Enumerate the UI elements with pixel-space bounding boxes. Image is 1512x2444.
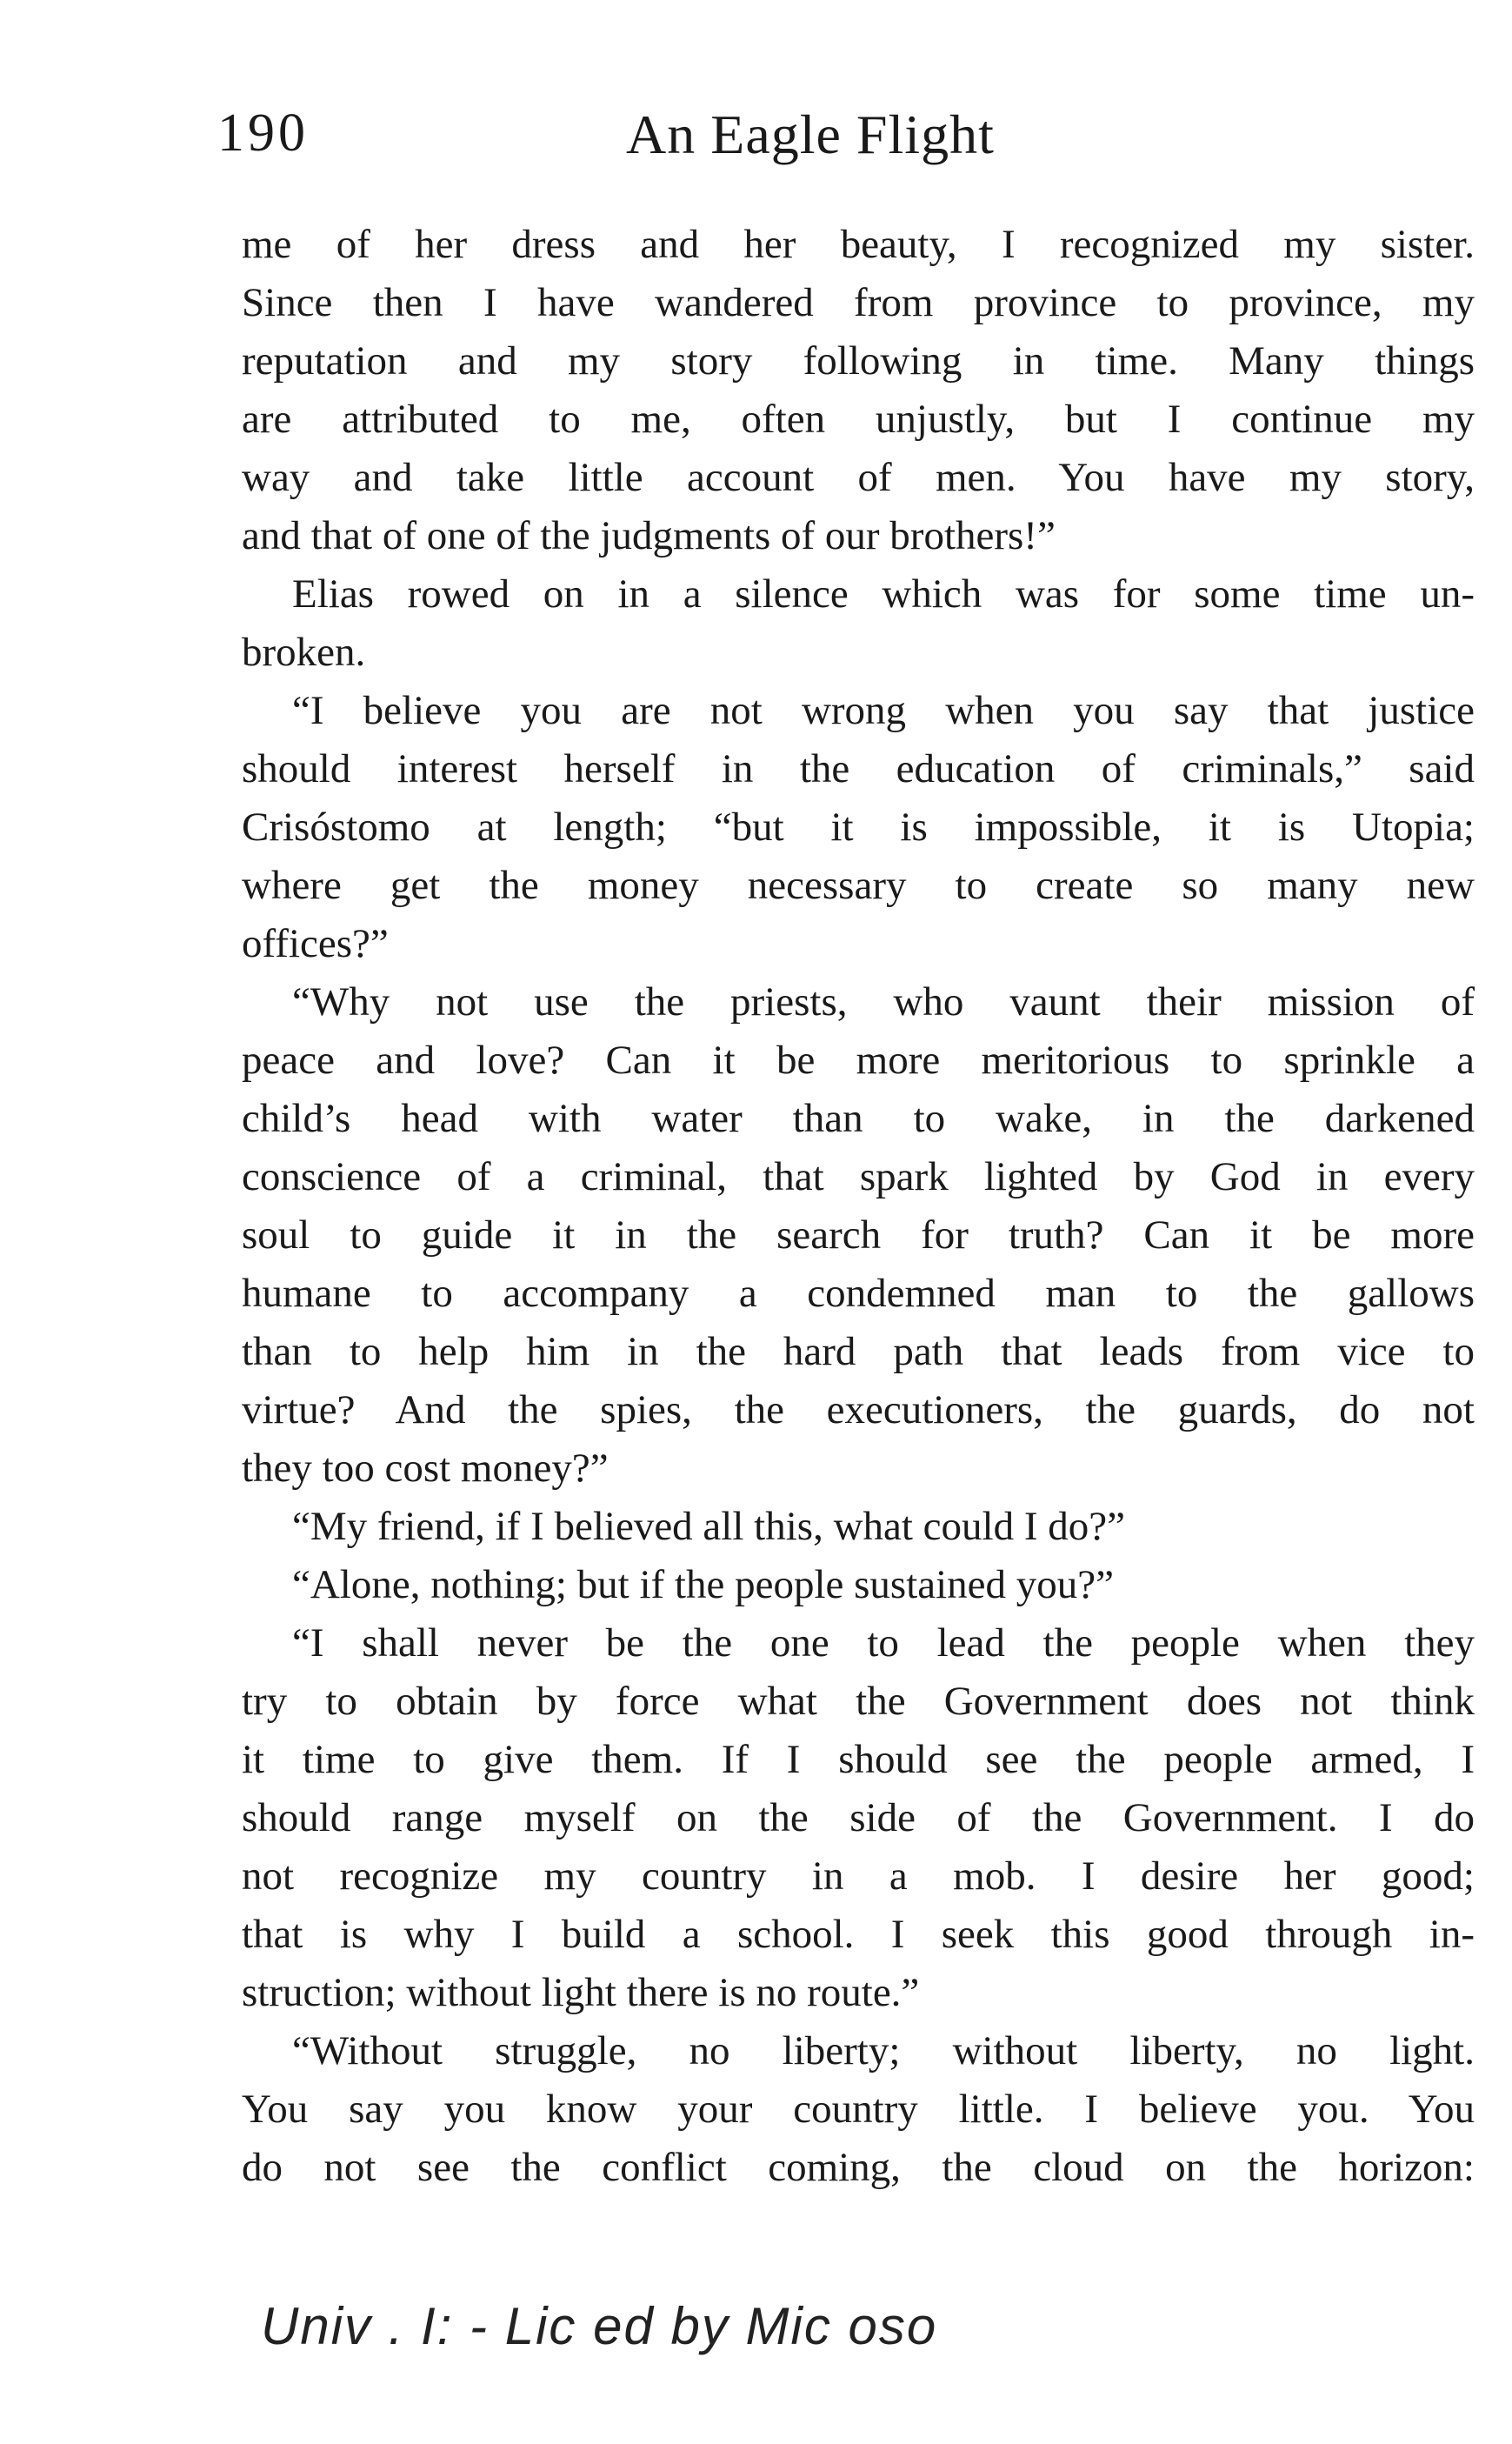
- text-line: where get the money necessary to create so many new: [242, 863, 1475, 908]
- text-line: “Alone, nothing; but if the people sustained you?”: [292, 1562, 1115, 1607]
- text-line: way and take little account of men. You have my story,: [242, 455, 1475, 500]
- footer-watermark: Univ . I: - Lic ed by Mic oso: [261, 2297, 938, 2355]
- text-line: conscience of a criminal, that spark lighted by God in every: [242, 1154, 1475, 1199]
- text-line: broken.: [242, 630, 366, 675]
- text-line: not recognize my country in a mob. I desire her good;: [242, 1853, 1475, 1899]
- text-line: Since then I have wandered from province to province, my: [242, 280, 1475, 325]
- text-line: try to obtain by force what the Government does not think: [242, 1679, 1475, 1724]
- text-line: “I shall never be the one to lead the people when they: [292, 1620, 1475, 1666]
- text-line: should interest herself in the education of criminals,” said: [242, 746, 1475, 791]
- text-line: do not see the conflict coming, the cloud on the horizon:: [242, 2145, 1475, 2190]
- text-line: and that of one of the judgments of our brothers!”: [242, 513, 1056, 558]
- text-line: are attributed to me, often unjustly, but I continue my: [242, 397, 1475, 442]
- text-line: “Without struggle, no liberty; without liberty, no light.: [292, 2028, 1475, 2073]
- text-line: You say you know your country little. I believe you. You: [242, 2087, 1475, 2132]
- text-line: “I believe you are not wrong when you say that justice: [292, 688, 1475, 733]
- text-line: than to help him in the hard path that leads from vice to: [242, 1329, 1475, 1374]
- text-line: struction; without light there is no route.”: [242, 1970, 920, 2015]
- running-title: An Eagle Flight: [626, 104, 995, 165]
- text-line: humane to accompany a condemned man to the gallows: [242, 1271, 1475, 1316]
- text-line: it time to give them. If I should see the people armed, I: [242, 1737, 1475, 1782]
- text-line: should range myself on the side of the Government. I do: [242, 1795, 1475, 1840]
- text-line: offices?”: [242, 921, 389, 966]
- text-line: Elias rowed on in a silence which was for some time un-: [292, 571, 1475, 617]
- text-line: that is why I build a school. I seek this good through in-: [242, 1912, 1475, 1957]
- page-number: 190: [217, 104, 309, 163]
- text-line: virtue? And the spies, the executioners, the guards, do not: [242, 1387, 1475, 1432]
- text-line: “My friend, if I believed all this, what could I do?”: [292, 1504, 1125, 1549]
- text-line: Crisóstomo at length; “but it is impossible, it is Utopia;: [242, 805, 1475, 850]
- text-line: reputation and my story following in time. Many things: [242, 338, 1475, 384]
- body-text: [242, 216, 1475, 2197]
- text-line: child’s head with water than to wake, in the darkened: [242, 1096, 1475, 1141]
- text-line: soul to guide it in the search for truth? Can it be more: [242, 1212, 1475, 1258]
- text-line: me of her dress and her beauty, I recognized my sister.: [242, 222, 1475, 267]
- page-header: [217, 103, 1478, 181]
- text-line: peace and love? Can it be more meritorious to sprinkle a: [242, 1038, 1475, 1083]
- text-line: “Why not use the priests, who vaunt their mission of: [292, 979, 1475, 1025]
- text-line: they too cost money?”: [242, 1446, 609, 1491]
